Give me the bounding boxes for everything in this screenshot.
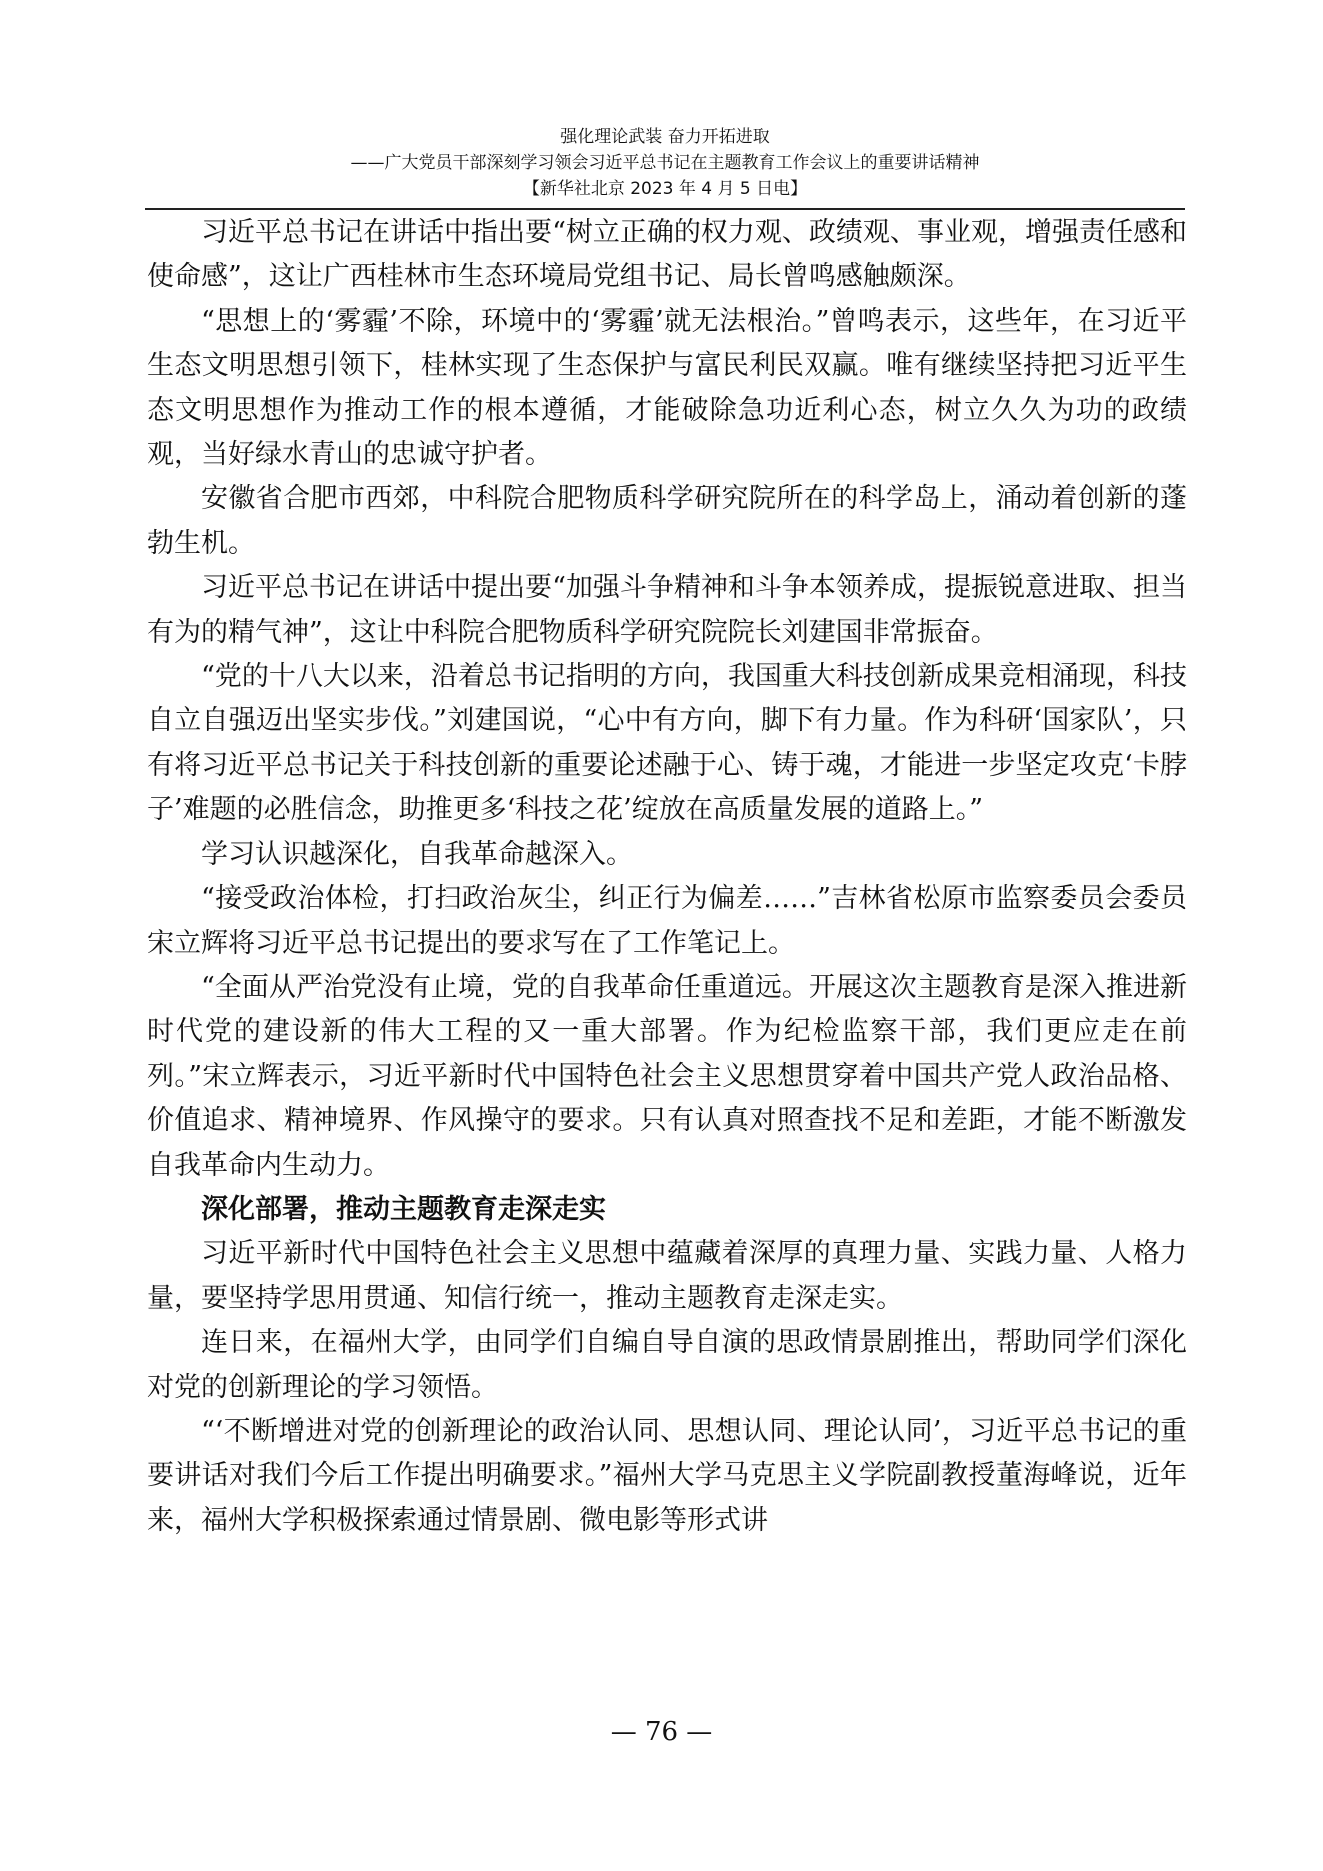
paragraph: “全面从严治党没有止境，党的自我革命任重道远。开展这次主题教育是深入推进新时代党的建设新的伟大工程的又一重大部署。作为纪检监察干部，我们更应走在前列。”宋立辉表示，习近平新时代中国特色社会主义思想贯穿着中国共产党人政治品格、价值追求、精神境界、作风操守的要求。只有认真对照查找不足和差距，才能不断激发自我革命内生动力。: [147, 971, 1187, 1181]
paragraph: “党的十八大以来，沿着总书记指明的方向，我国重大科技创新成果竞相涌现，科技自立自强迈出坚实步伐。”刘建国说，“心中有方向，脚下有力量。作为科研‘国家队’，只有将习近平总书记关于科技创新的重要论述融于心、铸于魂，才能进一步坚定攻克‘卡脖子’难题的必胜信念，助推更多‘科技之花’绽放在高质量发展的道路上。”: [147, 661, 1187, 826]
header-subtitle: ——广大党员干部深刻学习领会习近平总书记在主题教育工作会议上的重要讲话精神: [350, 153, 980, 173]
paragraph: “思想上的‘雾霾’不除，环境中的‘雾霾’就无法根治。”曾鸣表示，这些年，在习近平生态文明思想引领下，桂林实现了生态保护与富民利民双赢。唯有继续坚持把习近平生态文明思想作为推动工作的根本遵循，才能破除急功近利心态，树立久久为功的政绩观，当好绿水青山的忠诚守护者。: [147, 305, 1187, 471]
paragraph: 学习认识越深化，自我革命越深入。: [201, 838, 633, 870]
paragraph: “‘不断增进对党的创新理论的政治认同、思想认同、理论认同’，习近平总书记的重要讲话对我们今后工作提出明确要求。”福州大学马克思主义学院副教授董海峰说，近年来，福州大学积极探索通过情景剧、微电影等形式讲: [147, 1415, 1187, 1536]
paragraph: “接受政治体检，打扫政治灰尘，纠正行为偏差……”吉林省松原市监察委员会委员宋立辉将习近平总书记提出的要求写在了工作笔记上。: [147, 883, 1187, 959]
paragraph: 安徽省合肥市西郊，中科院合肥物质科学研究院所在的科学岛上，涌动着创新的蓬勃生机。: [147, 483, 1187, 559]
paragraph: 习近平总书记在讲话中提出要“加强斗争精神和斗争本领养成，提振锐意进取、担当有为的精气神”，这让中科院合肥物质科学研究院院长刘建国非常振奋。: [147, 572, 1187, 648]
page-number: — 76 —: [610, 1717, 713, 1747]
paragraph: 习近平新时代中国特色社会主义思想中蕴藏着深厚的真理力量、实践力量、人格力量，要坚持学思用贯通、知信行统一，推动主题教育走深走实。: [147, 1238, 1187, 1314]
section-heading: 深化部署，推动主题教育走深走实: [201, 1193, 606, 1225]
article-body: [147, 211, 1187, 1543]
header-title: 强化理论武装 奋力开拓进取: [560, 127, 770, 147]
paragraph: 习近平总书记在讲话中指出要“树立正确的权力观、政绩观、事业观，增强责任感和使命感”，这让广西桂林市生态环境局党组书记、局长曾鸣感触颇深。: [147, 217, 1187, 293]
header-dateline: 【新华社北京 2023 年 4 月 5 日电】: [522, 179, 808, 199]
page-header: [145, 124, 1185, 202]
header-divider: [145, 208, 1185, 210]
paragraph: 连日来，在福州大学，由同学们自编自导自演的思政情景剧推出，帮助同学们深化对党的创新理论的学习领悟。: [147, 1327, 1187, 1403]
